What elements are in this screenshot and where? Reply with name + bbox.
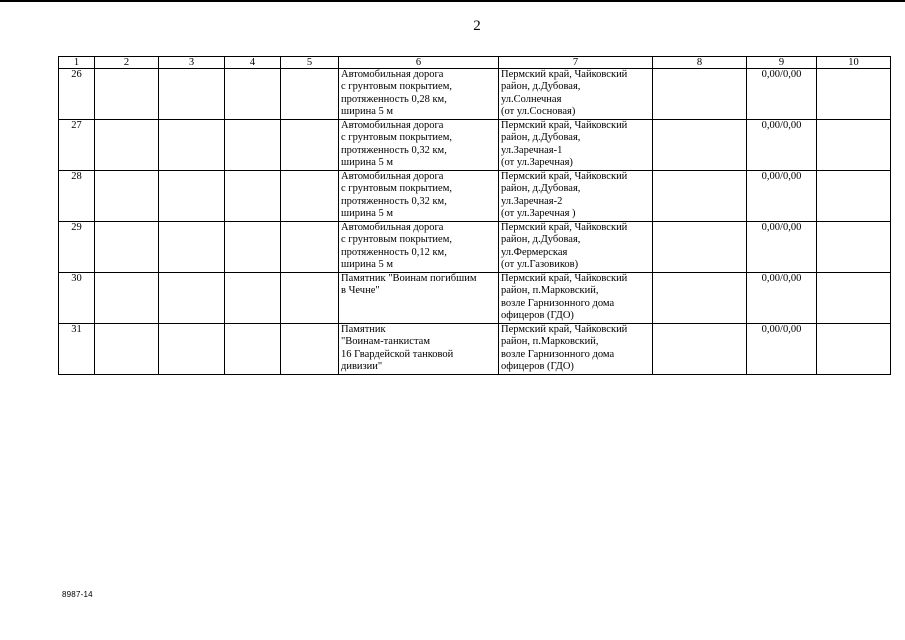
object-name-line: протяженность 0,32 км,	[341, 195, 447, 207]
empty-cell	[225, 324, 281, 375]
address-cell	[499, 171, 653, 222]
row-number: 30	[59, 273, 95, 324]
empty-cell	[817, 120, 891, 171]
table-row	[59, 171, 891, 222]
empty-cell	[95, 171, 159, 222]
address-line: район, д.Дубовая,	[501, 132, 581, 144]
empty-cell	[653, 222, 747, 273]
column-header: 8	[653, 57, 747, 69]
empty-cell	[653, 69, 747, 120]
column-header: 7	[499, 57, 653, 69]
object-name-line: ширина 5 м	[341, 157, 393, 169]
empty-cell	[225, 222, 281, 273]
address-line: (от ул.Заречная)	[501, 157, 573, 169]
address-line: Пермский край, Чайковский	[501, 222, 628, 233]
object-name-line: ширина 5 м	[341, 259, 393, 271]
page-number: 2	[473, 18, 481, 34]
object-name-cell	[339, 324, 499, 375]
empty-cell	[281, 69, 339, 120]
empty-cell	[653, 120, 747, 171]
column-header: 6	[339, 57, 499, 69]
empty-cell	[225, 171, 281, 222]
empty-cell	[817, 324, 891, 375]
empty-cell	[281, 120, 339, 171]
document-footer-code: 8987-14	[62, 590, 93, 599]
empty-cell	[159, 324, 225, 375]
row-number: 26	[59, 69, 95, 120]
address-line: Пермский край, Чайковский	[501, 69, 628, 80]
address-line: район, д.Дубовая,	[501, 183, 581, 195]
address-line: район, д.Дубовая,	[501, 81, 581, 93]
empty-cell	[653, 171, 747, 222]
object-name-line: Автомобильная дорога	[341, 69, 444, 80]
row-number: 27	[59, 120, 95, 171]
address-line: офицеров (ГДО)	[501, 310, 574, 322]
row-number: 31	[59, 324, 95, 375]
row-number: 29	[59, 222, 95, 273]
value-cell: 0,00/0,00	[747, 171, 817, 222]
object-name-cell	[339, 120, 499, 171]
object-name-line: Памятник	[341, 324, 386, 335]
column-header: 1	[59, 57, 95, 69]
value-cell: 0,00/0,00	[747, 69, 817, 120]
empty-cell	[281, 222, 339, 273]
empty-cell	[281, 171, 339, 222]
value-cell: 0,00/0,00	[747, 273, 817, 324]
empty-cell	[95, 273, 159, 324]
object-name-line: протяженность 0,12 км,	[341, 246, 447, 258]
table-row	[59, 222, 891, 273]
empty-cell	[817, 222, 891, 273]
object-name-line: Памятник "Воинам погибшим	[341, 273, 477, 284]
table-row	[59, 273, 891, 324]
table-row	[59, 69, 891, 120]
empty-cell	[95, 69, 159, 120]
address-line: ул.Заречная-1	[501, 144, 563, 156]
value-cell: 0,00/0,00	[747, 324, 817, 375]
empty-cell	[817, 273, 891, 324]
address-line: (от ул.Газовиков)	[501, 259, 579, 271]
value-cell: 0,00/0,00	[747, 222, 817, 273]
object-name-cell	[339, 273, 499, 324]
row-number: 28	[59, 171, 95, 222]
address-line: Пермский край, Чайковский	[501, 171, 628, 182]
address-line: район, п.Марковский,	[501, 285, 599, 297]
empty-cell	[281, 273, 339, 324]
column-header: 10	[817, 57, 891, 69]
address-line: район, д.Дубовая,	[501, 234, 581, 246]
object-name-line: Автомобильная дорога	[341, 120, 444, 131]
column-header: 3	[159, 57, 225, 69]
address-line: ул.Заречная-2	[501, 195, 563, 207]
empty-cell	[225, 273, 281, 324]
empty-cell	[817, 171, 891, 222]
object-name-line: с грунтовым покрытием,	[341, 234, 452, 246]
object-name-line: с грунтовым покрытием,	[341, 183, 452, 195]
address-line: Пермский край, Чайковский	[501, 273, 628, 284]
column-header: 5	[281, 57, 339, 69]
empty-cell	[95, 324, 159, 375]
object-name-cell	[339, 69, 499, 120]
address-line: Пермский край, Чайковский	[501, 324, 628, 335]
address-line: ул.Солнечная	[501, 93, 562, 105]
object-name-line: "Воинам-танкистам	[341, 336, 430, 348]
object-name-line: Автомобильная дорога	[341, 222, 444, 233]
address-cell	[499, 273, 653, 324]
empty-cell	[95, 222, 159, 273]
address-line: район, п.Марковский,	[501, 336, 599, 348]
object-name-line: протяженность 0,28 км,	[341, 93, 447, 105]
object-name-cell	[339, 222, 499, 273]
table-row	[59, 120, 891, 171]
empty-cell	[653, 273, 747, 324]
object-name-line: Автомобильная дорога	[341, 171, 444, 182]
address-line: возле Гарнизонного дома	[501, 348, 615, 360]
empty-cell	[653, 324, 747, 375]
object-name-line: с грунтовым покрытием,	[341, 81, 452, 93]
address-line: офицеров (ГДО)	[501, 361, 574, 373]
address-line: (от ул.Заречная )	[501, 208, 576, 220]
empty-cell	[225, 69, 281, 120]
value-cell: 0,00/0,00	[747, 120, 817, 171]
address-line: ул.Фермерская	[501, 246, 568, 258]
empty-cell	[159, 120, 225, 171]
table-header-row	[59, 57, 891, 69]
empty-cell	[159, 171, 225, 222]
property-registry-table	[58, 56, 891, 375]
address-cell	[499, 324, 653, 375]
table-row	[59, 324, 891, 375]
object-name-cell	[339, 171, 499, 222]
address-cell	[499, 120, 653, 171]
address-line: Пермский край, Чайковский	[501, 120, 628, 131]
empty-cell	[225, 120, 281, 171]
column-header: 4	[225, 57, 281, 69]
address-line: (от ул.Сосновая)	[501, 106, 576, 118]
object-name-line: ширина 5 м	[341, 106, 393, 118]
empty-cell	[281, 324, 339, 375]
address-cell	[499, 222, 653, 273]
page-top-border	[0, 0, 905, 2]
column-header: 2	[95, 57, 159, 69]
column-header: 9	[747, 57, 817, 69]
address-cell	[499, 69, 653, 120]
object-name-line: с грунтовым покрытием,	[341, 132, 452, 144]
object-name-line: ширина 5 м	[341, 208, 393, 220]
empty-cell	[817, 69, 891, 120]
empty-cell	[159, 222, 225, 273]
object-name-line: 16 Гвардейской танковой	[341, 348, 454, 360]
object-name-line: в Чечне"	[341, 285, 380, 297]
empty-cell	[95, 120, 159, 171]
address-line: возле Гарнизонного дома	[501, 297, 615, 309]
object-name-line: дивизии"	[341, 361, 383, 373]
object-name-line: протяженность 0,32 км,	[341, 144, 447, 156]
empty-cell	[159, 69, 225, 120]
empty-cell	[159, 273, 225, 324]
